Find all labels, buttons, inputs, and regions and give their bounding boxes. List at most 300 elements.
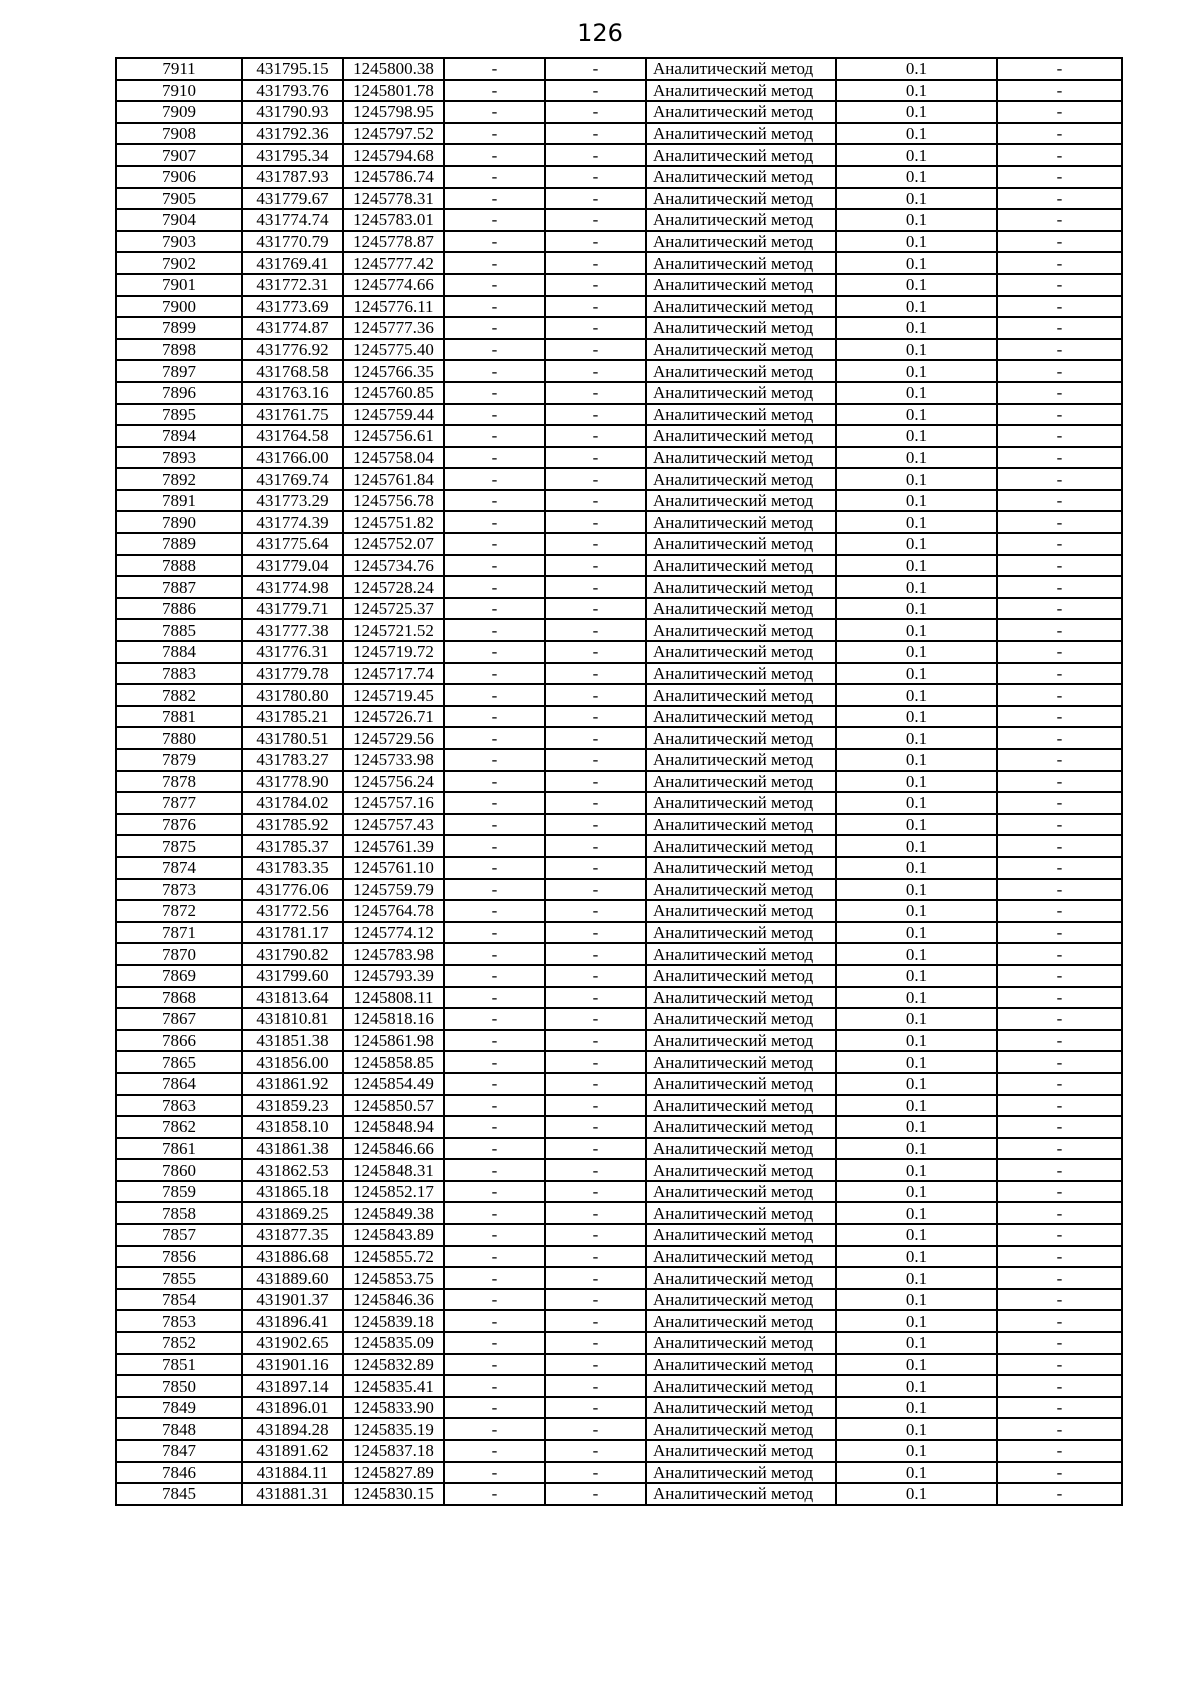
col4-cell: -: [444, 1224, 545, 1246]
x-coordinate-cell: 431772.31: [242, 274, 343, 296]
method-cell: Аналитический метод: [646, 166, 836, 188]
method-cell: Аналитический метод: [646, 965, 836, 987]
accuracy-cell: 0.1: [836, 1224, 997, 1246]
x-coordinate-cell: 431776.92: [242, 339, 343, 361]
accuracy-cell: 0.1: [836, 598, 997, 620]
table-row: [116, 1310, 1122, 1332]
col8-cell: -: [997, 1267, 1122, 1289]
point-number-cell: 7896: [116, 382, 242, 404]
col8-cell: -: [997, 382, 1122, 404]
accuracy-cell: 0.1: [836, 468, 997, 490]
x-coordinate-cell: 431859.23: [242, 1095, 343, 1117]
table-row: [116, 188, 1122, 210]
accuracy-cell: 0.1: [836, 555, 997, 577]
method-cell: Аналитический метод: [646, 58, 836, 80]
point-number-cell: 7897: [116, 360, 242, 382]
table-row: [116, 1202, 1122, 1224]
point-number-cell: 7902: [116, 252, 242, 274]
y-coordinate-cell: 1245729.56: [343, 727, 444, 749]
col5-cell: -: [545, 274, 646, 296]
col8-cell: -: [997, 447, 1122, 469]
point-number-cell: 7880: [116, 727, 242, 749]
y-coordinate-cell: 1245774.66: [343, 274, 444, 296]
accuracy-cell: 0.1: [836, 123, 997, 145]
col8-cell: -: [997, 857, 1122, 879]
col5-cell: -: [545, 706, 646, 728]
table-row: [116, 1289, 1122, 1311]
point-number-cell: 7850: [116, 1375, 242, 1397]
x-coordinate-cell: 431761.75: [242, 404, 343, 426]
method-cell: Аналитический метод: [646, 900, 836, 922]
accuracy-cell: 0.1: [836, 188, 997, 210]
col5-cell: -: [545, 382, 646, 404]
point-number-cell: 7908: [116, 123, 242, 145]
point-number-cell: 7877: [116, 792, 242, 814]
col4-cell: -: [444, 1138, 545, 1160]
table-row: [116, 1440, 1122, 1462]
x-coordinate-cell: 431858.10: [242, 1116, 343, 1138]
method-cell: Аналитический метод: [646, 1159, 836, 1181]
col4-cell: -: [444, 1181, 545, 1203]
y-coordinate-cell: 1245728.24: [343, 576, 444, 598]
y-coordinate-cell: 1245719.45: [343, 684, 444, 706]
point-number-cell: 7893: [116, 447, 242, 469]
col5-cell: -: [545, 1246, 646, 1268]
y-coordinate-cell: 1245751.82: [343, 511, 444, 533]
y-coordinate-cell: 1245764.78: [343, 900, 444, 922]
point-number-cell: 7872: [116, 900, 242, 922]
accuracy-cell: 0.1: [836, 1181, 997, 1203]
accuracy-cell: 0.1: [836, 1354, 997, 1376]
accuracy-cell: 0.1: [836, 1289, 997, 1311]
x-coordinate-cell: 431779.04: [242, 555, 343, 577]
point-number-cell: 7869: [116, 965, 242, 987]
col8-cell: -: [997, 1202, 1122, 1224]
method-cell: Аналитический метод: [646, 619, 836, 641]
method-cell: Аналитический метод: [646, 943, 836, 965]
point-number-cell: 7871: [116, 922, 242, 944]
x-coordinate-cell: 431813.64: [242, 987, 343, 1009]
y-coordinate-cell: 1245757.16: [343, 792, 444, 814]
method-cell: Аналитический метод: [646, 598, 836, 620]
x-coordinate-cell: 431766.00: [242, 447, 343, 469]
x-coordinate-cell: 431783.27: [242, 749, 343, 771]
table-row: [116, 447, 1122, 469]
col5-cell: -: [545, 468, 646, 490]
x-coordinate-cell: 431770.79: [242, 231, 343, 253]
x-coordinate-cell: 431774.98: [242, 576, 343, 598]
y-coordinate-cell: 1245756.61: [343, 425, 444, 447]
x-coordinate-cell: 431889.60: [242, 1267, 343, 1289]
y-coordinate-cell: 1245756.78: [343, 490, 444, 512]
accuracy-cell: 0.1: [836, 252, 997, 274]
x-coordinate-cell: 431784.02: [242, 792, 343, 814]
page-number: 126: [577, 19, 623, 47]
method-cell: Аналитический метод: [646, 1008, 836, 1030]
point-number-cell: 7876: [116, 814, 242, 836]
accuracy-cell: 0.1: [836, 576, 997, 598]
col4-cell: -: [444, 555, 545, 577]
col8-cell: -: [997, 144, 1122, 166]
x-coordinate-cell: 431862.53: [242, 1159, 343, 1181]
col4-cell: -: [444, 835, 545, 857]
col8-cell: -: [997, 727, 1122, 749]
y-coordinate-cell: 1245733.98: [343, 749, 444, 771]
table-row: [116, 404, 1122, 426]
col5-cell: -: [545, 317, 646, 339]
x-coordinate-cell: 431795.34: [242, 144, 343, 166]
method-cell: Аналитический метод: [646, 771, 836, 793]
col8-cell: -: [997, 706, 1122, 728]
col4-cell: -: [444, 792, 545, 814]
method-cell: Аналитический метод: [646, 727, 836, 749]
method-cell: Аналитический метод: [646, 663, 836, 685]
x-coordinate-cell: 431861.38: [242, 1138, 343, 1160]
col5-cell: -: [545, 1224, 646, 1246]
accuracy-cell: 0.1: [836, 490, 997, 512]
col4-cell: -: [444, 641, 545, 663]
y-coordinate-cell: 1245808.11: [343, 987, 444, 1009]
col8-cell: -: [997, 80, 1122, 102]
col4-cell: -: [444, 209, 545, 231]
col5-cell: -: [545, 727, 646, 749]
col8-cell: -: [997, 1030, 1122, 1052]
col5-cell: -: [545, 144, 646, 166]
table-row: [116, 706, 1122, 728]
x-coordinate-cell: 431869.25: [242, 1202, 343, 1224]
y-coordinate-cell: 1245849.38: [343, 1202, 444, 1224]
accuracy-cell: 0.1: [836, 144, 997, 166]
col8-cell: -: [997, 663, 1122, 685]
table-row: [116, 1332, 1122, 1354]
table-row: [116, 58, 1122, 80]
col8-cell: -: [997, 555, 1122, 577]
col8-cell: -: [997, 1483, 1122, 1505]
method-cell: Аналитический метод: [646, 317, 836, 339]
method-cell: Аналитический метод: [646, 1310, 836, 1332]
col4-cell: -: [444, 1310, 545, 1332]
table-row: [116, 144, 1122, 166]
col5-cell: -: [545, 576, 646, 598]
col8-cell: -: [997, 922, 1122, 944]
table-row: [116, 490, 1122, 512]
coordinates-table: [115, 57, 1123, 1506]
col5-cell: -: [545, 296, 646, 318]
col4-cell: -: [444, 382, 545, 404]
y-coordinate-cell: 1245835.19: [343, 1418, 444, 1440]
table-row: [116, 619, 1122, 641]
col8-cell: -: [997, 792, 1122, 814]
y-coordinate-cell: 1245778.31: [343, 188, 444, 210]
table-row: [116, 101, 1122, 123]
point-number-cell: 7859: [116, 1181, 242, 1203]
y-coordinate-cell: 1245761.10: [343, 857, 444, 879]
x-coordinate-cell: 431774.74: [242, 209, 343, 231]
x-coordinate-cell: 431886.68: [242, 1246, 343, 1268]
x-coordinate-cell: 431897.14: [242, 1375, 343, 1397]
y-coordinate-cell: 1245801.78: [343, 80, 444, 102]
col4-cell: -: [444, 1332, 545, 1354]
col8-cell: -: [997, 101, 1122, 123]
accuracy-cell: 0.1: [836, 209, 997, 231]
col4-cell: -: [444, 922, 545, 944]
method-cell: Аналитический метод: [646, 1138, 836, 1160]
point-number-cell: 7875: [116, 835, 242, 857]
col8-cell: -: [997, 1095, 1122, 1117]
col4-cell: -: [444, 1246, 545, 1268]
y-coordinate-cell: 1245783.01: [343, 209, 444, 231]
col8-cell: -: [997, 835, 1122, 857]
col4-cell: -: [444, 296, 545, 318]
point-number-cell: 7895: [116, 404, 242, 426]
y-coordinate-cell: 1245818.16: [343, 1008, 444, 1030]
accuracy-cell: 0.1: [836, 360, 997, 382]
point-number-cell: 7886: [116, 598, 242, 620]
method-cell: Аналитический метод: [646, 641, 836, 663]
y-coordinate-cell: 1245839.18: [343, 1310, 444, 1332]
accuracy-cell: 0.1: [836, 1310, 997, 1332]
table-row: [116, 1267, 1122, 1289]
table-row: [116, 274, 1122, 296]
col5-cell: -: [545, 511, 646, 533]
col4-cell: -: [444, 965, 545, 987]
col4-cell: -: [444, 663, 545, 685]
col8-cell: -: [997, 641, 1122, 663]
point-number-cell: 7846: [116, 1462, 242, 1484]
y-coordinate-cell: 1245726.71: [343, 706, 444, 728]
y-coordinate-cell: 1245725.37: [343, 598, 444, 620]
y-coordinate-cell: 1245783.98: [343, 943, 444, 965]
col5-cell: -: [545, 1375, 646, 1397]
col4-cell: -: [444, 706, 545, 728]
y-coordinate-cell: 1245793.39: [343, 965, 444, 987]
table-row: [116, 1462, 1122, 1484]
point-number-cell: 7887: [116, 576, 242, 598]
y-coordinate-cell: 1245861.98: [343, 1030, 444, 1052]
table-row: [116, 1008, 1122, 1030]
point-number-cell: 7903: [116, 231, 242, 253]
x-coordinate-cell: 431792.36: [242, 123, 343, 145]
col5-cell: -: [545, 58, 646, 80]
col8-cell: -: [997, 1375, 1122, 1397]
col5-cell: -: [545, 663, 646, 685]
table-row: [116, 835, 1122, 857]
col4-cell: -: [444, 900, 545, 922]
table-row: [116, 922, 1122, 944]
x-coordinate-cell: 431774.87: [242, 317, 343, 339]
x-coordinate-cell: 431865.18: [242, 1181, 343, 1203]
point-number-cell: 7861: [116, 1138, 242, 1160]
col4-cell: -: [444, 857, 545, 879]
col5-cell: -: [545, 814, 646, 836]
col4-cell: -: [444, 1289, 545, 1311]
y-coordinate-cell: 1245719.72: [343, 641, 444, 663]
y-coordinate-cell: 1245798.95: [343, 101, 444, 123]
col4-cell: -: [444, 404, 545, 426]
accuracy-cell: 0.1: [836, 619, 997, 641]
point-number-cell: 7865: [116, 1051, 242, 1073]
col4-cell: -: [444, 252, 545, 274]
col5-cell: -: [545, 900, 646, 922]
x-coordinate-cell: 431881.31: [242, 1483, 343, 1505]
point-number-cell: 7874: [116, 857, 242, 879]
col8-cell: -: [997, 1354, 1122, 1376]
col4-cell: -: [444, 814, 545, 836]
method-cell: Аналитический метод: [646, 1224, 836, 1246]
method-cell: Аналитический метод: [646, 382, 836, 404]
table-row: [116, 252, 1122, 274]
col8-cell: -: [997, 339, 1122, 361]
accuracy-cell: 0.1: [836, 879, 997, 901]
col5-cell: -: [545, 1095, 646, 1117]
accuracy-cell: 0.1: [836, 274, 997, 296]
x-coordinate-cell: 431795.15: [242, 58, 343, 80]
col4-cell: -: [444, 511, 545, 533]
col4-cell: -: [444, 468, 545, 490]
x-coordinate-cell: 431785.92: [242, 814, 343, 836]
y-coordinate-cell: 1245858.85: [343, 1051, 444, 1073]
table-row: [116, 231, 1122, 253]
col8-cell: -: [997, 943, 1122, 965]
col8-cell: -: [997, 231, 1122, 253]
accuracy-cell: 0.1: [836, 1397, 997, 1419]
col5-cell: -: [545, 490, 646, 512]
accuracy-cell: 0.1: [836, 382, 997, 404]
method-cell: Аналитический метод: [646, 1116, 836, 1138]
table-row: [116, 879, 1122, 901]
col8-cell: -: [997, 987, 1122, 1009]
col5-cell: -: [545, 771, 646, 793]
accuracy-cell: 0.1: [836, 1116, 997, 1138]
x-coordinate-cell: 431901.37: [242, 1289, 343, 1311]
table-row: [116, 1116, 1122, 1138]
col8-cell: -: [997, 58, 1122, 80]
col8-cell: -: [997, 1289, 1122, 1311]
accuracy-cell: 0.1: [836, 317, 997, 339]
col5-cell: -: [545, 1354, 646, 1376]
accuracy-cell: 0.1: [836, 1483, 997, 1505]
table-row: [116, 987, 1122, 1009]
y-coordinate-cell: 1245721.52: [343, 619, 444, 641]
col4-cell: -: [444, 1375, 545, 1397]
col4-cell: -: [444, 598, 545, 620]
col8-cell: -: [997, 771, 1122, 793]
accuracy-cell: 0.1: [836, 641, 997, 663]
col5-cell: -: [545, 598, 646, 620]
table-row: [116, 209, 1122, 231]
col5-cell: -: [545, 209, 646, 231]
col4-cell: -: [444, 619, 545, 641]
point-number-cell: 7879: [116, 749, 242, 771]
col5-cell: -: [545, 1267, 646, 1289]
x-coordinate-cell: 431896.01: [242, 1397, 343, 1419]
y-coordinate-cell: 1245717.74: [343, 663, 444, 685]
table-row: [116, 1483, 1122, 1505]
col5-cell: -: [545, 533, 646, 555]
col8-cell: -: [997, 1181, 1122, 1203]
col4-cell: -: [444, 1483, 545, 1505]
col4-cell: -: [444, 1397, 545, 1419]
method-cell: Аналитический метод: [646, 814, 836, 836]
table-row: [116, 382, 1122, 404]
col4-cell: -: [444, 1267, 545, 1289]
x-coordinate-cell: 431891.62: [242, 1440, 343, 1462]
col5-cell: -: [545, 339, 646, 361]
method-cell: Аналитический метод: [646, 749, 836, 771]
table-row: [116, 1224, 1122, 1246]
col8-cell: -: [997, 749, 1122, 771]
accuracy-cell: 0.1: [836, 684, 997, 706]
y-coordinate-cell: 1245794.68: [343, 144, 444, 166]
method-cell: Аналитический метод: [646, 1462, 836, 1484]
point-number-cell: 7870: [116, 943, 242, 965]
col8-cell: -: [997, 404, 1122, 426]
col4-cell: -: [444, 1202, 545, 1224]
col8-cell: -: [997, 296, 1122, 318]
col5-cell: -: [545, 231, 646, 253]
point-number-cell: 7910: [116, 80, 242, 102]
col5-cell: -: [545, 1008, 646, 1030]
col4-cell: -: [444, 80, 545, 102]
col5-cell: -: [545, 101, 646, 123]
x-coordinate-cell: 431773.29: [242, 490, 343, 512]
col4-cell: -: [444, 771, 545, 793]
col8-cell: -: [997, 1246, 1122, 1268]
method-cell: Аналитический метод: [646, 231, 836, 253]
method-cell: Аналитический метод: [646, 684, 836, 706]
col8-cell: -: [997, 1051, 1122, 1073]
x-coordinate-cell: 431884.11: [242, 1462, 343, 1484]
col5-cell: -: [545, 1159, 646, 1181]
table-row: [116, 1354, 1122, 1376]
col4-cell: -: [444, 490, 545, 512]
point-number-cell: 7904: [116, 209, 242, 231]
table-row: [116, 555, 1122, 577]
col5-cell: -: [545, 1310, 646, 1332]
y-coordinate-cell: 1245800.38: [343, 58, 444, 80]
y-coordinate-cell: 1245734.76: [343, 555, 444, 577]
y-coordinate-cell: 1245855.72: [343, 1246, 444, 1268]
method-cell: Аналитический метод: [646, 792, 836, 814]
accuracy-cell: 0.1: [836, 792, 997, 814]
col8-cell: -: [997, 1073, 1122, 1095]
y-coordinate-cell: 1245846.36: [343, 1289, 444, 1311]
y-coordinate-cell: 1245853.75: [343, 1267, 444, 1289]
accuracy-cell: 0.1: [836, 1095, 997, 1117]
col5-cell: -: [545, 555, 646, 577]
col8-cell: -: [997, 1440, 1122, 1462]
accuracy-cell: 0.1: [836, 58, 997, 80]
col8-cell: -: [997, 1008, 1122, 1030]
table-row: [116, 1095, 1122, 1117]
method-cell: Аналитический метод: [646, 1246, 836, 1268]
col5-cell: -: [545, 835, 646, 857]
col5-cell: -: [545, 123, 646, 145]
table-row: [116, 684, 1122, 706]
point-number-cell: 7860: [116, 1159, 242, 1181]
accuracy-cell: 0.1: [836, 1159, 997, 1181]
table-row: [116, 965, 1122, 987]
table-row: [116, 857, 1122, 879]
table-row: [116, 425, 1122, 447]
y-coordinate-cell: 1245756.24: [343, 771, 444, 793]
x-coordinate-cell: 431851.38: [242, 1030, 343, 1052]
accuracy-cell: 0.1: [836, 1202, 997, 1224]
table-row: [116, 511, 1122, 533]
col8-cell: -: [997, 274, 1122, 296]
col5-cell: -: [545, 1440, 646, 1462]
x-coordinate-cell: 431773.69: [242, 296, 343, 318]
